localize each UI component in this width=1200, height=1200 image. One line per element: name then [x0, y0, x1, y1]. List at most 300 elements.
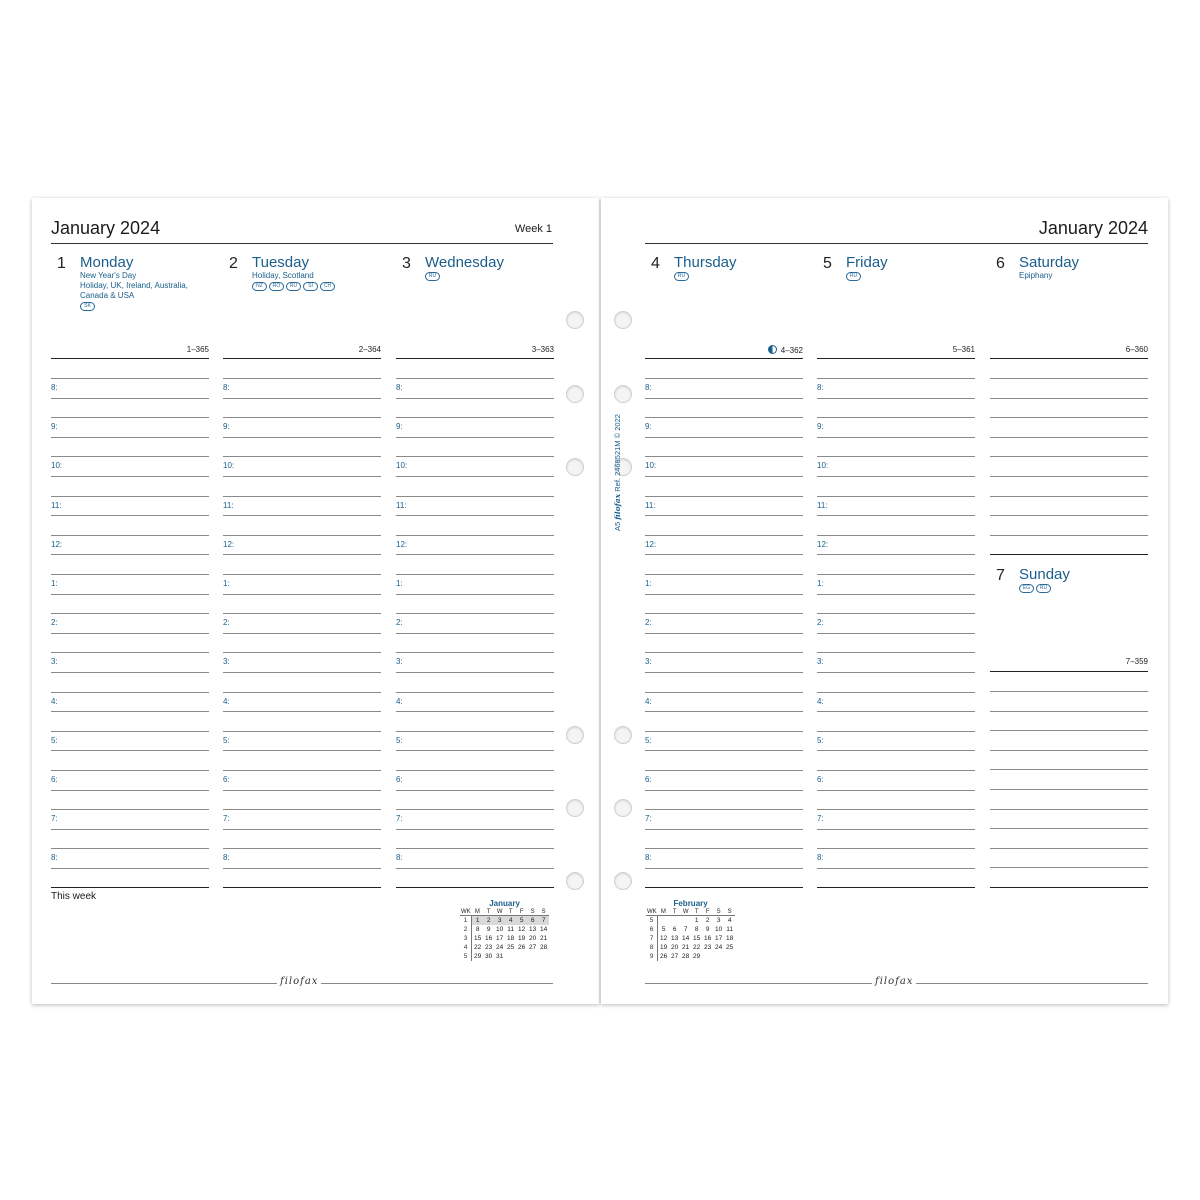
- hour-label: 2:: [817, 618, 824, 628]
- writing-line: [51, 790, 209, 791]
- mini-calendar-february: [646, 899, 735, 961]
- writing-line: [645, 770, 803, 771]
- filofax-logo: filofax: [872, 976, 916, 987]
- binder-hole: [566, 726, 584, 744]
- writing-line: [990, 456, 1148, 457]
- date-cell: [516, 952, 527, 961]
- date-cell: 26: [660, 953, 668, 960]
- writing-line: [817, 378, 975, 379]
- writing-line: [990, 730, 1148, 731]
- week-number: 3: [460, 934, 472, 943]
- page-title: January 2024: [1038, 218, 1148, 238]
- date-cell: 22: [693, 944, 701, 951]
- hour-label: 9:: [396, 422, 403, 432]
- binder-hole: [566, 872, 584, 890]
- hour-label: 8:: [51, 853, 58, 863]
- hour-label: 8:: [817, 383, 824, 392]
- writing-line: [396, 554, 554, 555]
- country-badge: SK: [80, 302, 95, 311]
- writing-line: [645, 476, 803, 477]
- writing-line: [990, 809, 1148, 810]
- writing-line: [396, 770, 554, 771]
- writing-line: [396, 456, 554, 457]
- country-badge: RU: [674, 272, 689, 281]
- hour-label: 12:: [817, 539, 829, 549]
- mini-calendar-header: T: [669, 909, 680, 916]
- writing-line: [51, 476, 209, 477]
- writing-line: [817, 750, 975, 751]
- writing-line: [51, 652, 209, 653]
- hour-label: 8:: [645, 383, 652, 392]
- writing-line: [990, 378, 1148, 379]
- writing-line: [223, 652, 381, 653]
- writing-line: [396, 417, 554, 418]
- day-column-tuesday: [223, 244, 381, 944]
- page-title: January 2024: [51, 218, 161, 238]
- writing-line: [51, 417, 209, 418]
- hour-label: 8:: [396, 853, 403, 863]
- hour-label: 4:: [817, 696, 824, 706]
- writing-line: [990, 769, 1148, 770]
- writing-line: [223, 770, 381, 771]
- mini-calendar-row: [460, 925, 549, 934]
- date-cell: 24: [496, 944, 504, 951]
- mini-calendar-january: [460, 899, 549, 961]
- writing-line: [817, 731, 975, 732]
- hour-label: 1:: [645, 579, 652, 588]
- writing-line: [223, 887, 381, 888]
- hour-label: 2:: [645, 618, 652, 628]
- hour-label: 7:: [645, 814, 652, 824]
- binder-hole: [614, 385, 632, 403]
- hour-label: 8:: [396, 383, 403, 392]
- writing-line: [990, 867, 1148, 868]
- writing-line: [223, 476, 381, 477]
- writing-line: [223, 613, 381, 614]
- writing-line: [817, 809, 975, 810]
- date-cell: [669, 916, 680, 926]
- hour-label: 6:: [396, 775, 403, 784]
- week-number: 4: [460, 943, 472, 952]
- writing-line: [645, 731, 803, 732]
- hour-label: 11:: [51, 500, 62, 510]
- date-cell: 6: [672, 926, 677, 933]
- binder-hole: [614, 311, 632, 329]
- day-number: 5: [823, 255, 832, 272]
- date-cell: 28: [540, 944, 548, 951]
- date-cell: 6: [527, 916, 538, 926]
- writing-line: [990, 398, 1148, 399]
- country-badge: RO: [269, 282, 284, 291]
- hour-label: 11:: [396, 500, 407, 510]
- writing-line: [396, 496, 554, 497]
- writing-line: [396, 613, 554, 614]
- mini-calendar-header: M: [472, 909, 484, 916]
- day-number: 7: [996, 567, 1005, 584]
- hour-label: 7:: [223, 814, 230, 824]
- writing-line: [223, 672, 381, 673]
- writing-line: [223, 417, 381, 418]
- writing-line: [396, 574, 554, 575]
- day-note: New Year's Day: [80, 271, 137, 280]
- mini-calendar-month: January: [489, 899, 520, 908]
- day-column-wednesday: [396, 244, 554, 944]
- writing-line: [51, 515, 209, 516]
- date-cell: 3: [716, 917, 721, 924]
- writing-line: [223, 848, 381, 849]
- writing-line: [990, 417, 1148, 418]
- country-badges: [80, 302, 95, 311]
- date-cell: 2: [705, 917, 710, 924]
- writing-line: [396, 731, 554, 732]
- date-cell: 22: [474, 944, 482, 951]
- mini-calendar-row: [646, 943, 735, 952]
- hour-label: 8:: [223, 383, 230, 392]
- date-cell: [724, 952, 735, 961]
- mini-calendar-header: T: [691, 909, 702, 916]
- writing-line: [990, 437, 1148, 438]
- mini-calendar-header: WK: [461, 909, 471, 915]
- country-badge: RU: [846, 272, 861, 281]
- mini-calendar-header: WK: [647, 909, 657, 915]
- writing-line: [645, 711, 803, 712]
- mini-calendar-row: [646, 925, 735, 934]
- hour-label: 8:: [51, 383, 58, 392]
- binder-hole: [614, 726, 632, 744]
- date-cell: 10: [496, 926, 504, 933]
- hour-label: 3:: [223, 657, 230, 667]
- writing-line: [817, 515, 975, 516]
- day-name: Sunday: [1019, 566, 1070, 583]
- writing-line: [223, 594, 381, 595]
- hour-label: 4:: [223, 696, 230, 706]
- hour-label: 8:: [817, 853, 824, 863]
- writing-line: [51, 868, 209, 869]
- writing-line: [817, 594, 975, 595]
- day-number: 3: [402, 255, 411, 272]
- writing-line: [817, 398, 975, 399]
- hour-label: 6:: [223, 775, 230, 784]
- date-cell: 4: [727, 917, 732, 924]
- hour-label: 1:: [396, 579, 403, 588]
- reference-number: Ref. 2468521M © 2022: [613, 414, 622, 492]
- mini-calendar-header: S: [538, 909, 549, 916]
- hour-label: 5:: [223, 735, 230, 745]
- writing-line: [817, 790, 975, 791]
- hour-label: 4:: [51, 696, 58, 706]
- mini-calendar-month: February: [673, 899, 708, 908]
- day-of-year: 1–365: [186, 345, 209, 354]
- writing-line: [645, 790, 803, 791]
- writing-line: [223, 829, 381, 830]
- mini-calendar-header: T: [505, 909, 516, 916]
- date-cell: 1: [694, 917, 699, 924]
- writing-line: [51, 554, 209, 555]
- hour-label: 3:: [51, 657, 58, 667]
- writing-line: [645, 515, 803, 516]
- writing-line: [645, 417, 803, 418]
- country-badge: EG: [1019, 584, 1034, 593]
- date-cell: 21: [682, 944, 690, 951]
- writing-line: [51, 770, 209, 771]
- date-cell: 18: [507, 935, 515, 942]
- country-badges: [252, 282, 335, 291]
- writing-line: [51, 809, 209, 810]
- writing-line: [396, 711, 554, 712]
- day-column-thursday: [645, 244, 803, 944]
- writing-line: [51, 829, 209, 830]
- week-label: Week 1: [514, 223, 552, 235]
- writing-line: [223, 515, 381, 516]
- writing-line: [645, 378, 803, 379]
- writing-line: [817, 770, 975, 771]
- binder-hole: [614, 872, 632, 890]
- date-cell: [713, 952, 724, 961]
- hour-label: 2:: [51, 618, 58, 628]
- date-cell: [658, 916, 670, 926]
- binder-hole: [614, 799, 632, 817]
- writing-line: [990, 671, 1148, 672]
- mini-calendar-row: [460, 952, 549, 961]
- writing-line: [396, 750, 554, 751]
- date-cell: 8: [475, 926, 480, 933]
- mini-calendar-header: W: [680, 909, 691, 916]
- writing-line: [223, 574, 381, 575]
- writing-line: [396, 476, 554, 477]
- date-cell: 1: [472, 916, 484, 926]
- writing-line: [645, 535, 803, 536]
- date-cell: 12: [518, 926, 526, 933]
- hour-label: 7:: [51, 814, 58, 824]
- writing-line: [396, 672, 554, 673]
- date-cell: 15: [474, 935, 482, 942]
- writing-line: [51, 613, 209, 614]
- hour-label: 9:: [223, 422, 230, 432]
- date-cell: 11: [507, 926, 515, 933]
- writing-line: [817, 476, 975, 477]
- week-number: 9: [646, 952, 658, 961]
- date-cell: 11: [726, 926, 734, 933]
- date-cell: 23: [485, 944, 493, 951]
- hour-label: 4:: [396, 696, 403, 706]
- hour-label: 11:: [817, 500, 828, 510]
- writing-line: [223, 398, 381, 399]
- writing-line: [990, 691, 1148, 692]
- date-cell: 16: [704, 935, 712, 942]
- writing-line: [990, 358, 1148, 359]
- writing-line: [990, 789, 1148, 790]
- hour-label: 3:: [396, 657, 403, 667]
- writing-line: [396, 829, 554, 830]
- hour-label: 8:: [223, 853, 230, 863]
- mini-calendar-header: M: [658, 909, 670, 916]
- hour-label: 1:: [817, 579, 824, 588]
- writing-line: [223, 692, 381, 693]
- day-of-year: 7–359: [1125, 657, 1148, 666]
- country-badge: RU: [425, 272, 440, 281]
- writing-line: [396, 887, 554, 888]
- week-number: 5: [460, 952, 472, 961]
- writing-line: [645, 809, 803, 810]
- mini-calendar-header: S: [724, 909, 735, 916]
- date-cell: 13: [529, 926, 537, 933]
- writing-line: [51, 398, 209, 399]
- date-cell: 23: [704, 944, 712, 951]
- day-of-year: [768, 345, 803, 355]
- this-week-label: This week: [51, 891, 97, 902]
- country-badges: [674, 272, 689, 281]
- writing-line: [817, 456, 975, 457]
- writing-line: [396, 535, 554, 536]
- filofax-logo: filofax: [277, 976, 321, 987]
- date-cell: 30: [485, 953, 493, 960]
- writing-line: [51, 692, 209, 693]
- writing-line: [990, 515, 1148, 516]
- writing-line: [223, 711, 381, 712]
- writing-line: [396, 515, 554, 516]
- writing-line: [51, 378, 209, 379]
- writing-line: [817, 848, 975, 849]
- date-cell: 18: [726, 935, 734, 942]
- mini-calendar-row: [460, 934, 549, 943]
- hour-label: 4:: [645, 696, 652, 706]
- country-badge: SI: [303, 282, 318, 291]
- day-note: Holiday, Scotland: [252, 271, 314, 280]
- date-cell: [702, 952, 713, 961]
- writing-line: [51, 750, 209, 751]
- day-name: Monday: [80, 254, 134, 271]
- hour-label: 1:: [51, 579, 58, 588]
- date-cell: 24: [715, 944, 723, 951]
- date-cell: [538, 952, 549, 961]
- day-note: Holiday, UK, Ireland, Australia,: [80, 281, 188, 290]
- writing-line: [51, 437, 209, 438]
- hour-label: 12:: [645, 539, 657, 549]
- writing-line: [396, 652, 554, 653]
- writing-line: [817, 554, 975, 555]
- writing-line: [990, 535, 1148, 536]
- date-cell: 27: [529, 944, 537, 951]
- writing-line: [51, 358, 209, 359]
- writing-line: [396, 594, 554, 595]
- day-number: 2: [229, 255, 238, 272]
- week-number: 5: [646, 916, 658, 926]
- hour-label: 10:: [396, 461, 408, 471]
- date-cell: 17: [496, 935, 504, 942]
- hour-label: 5:: [645, 735, 652, 745]
- hour-label: 3:: [645, 657, 652, 667]
- writing-line: [396, 692, 554, 693]
- date-cell: 5: [661, 926, 666, 933]
- writing-line: [223, 496, 381, 497]
- binder-hole: [566, 458, 584, 476]
- writing-line: [645, 554, 803, 555]
- writing-line: [396, 868, 554, 869]
- writing-line: [645, 829, 803, 830]
- hour-label: 5:: [817, 735, 824, 745]
- day-name: Wednesday: [425, 254, 504, 271]
- paper-size: A5: [613, 521, 622, 531]
- writing-line: [817, 496, 975, 497]
- hour-label: 6:: [817, 775, 824, 784]
- mini-calendar-row: [460, 943, 549, 952]
- country-badge: RU: [1036, 584, 1051, 593]
- day-note: Canada & USA: [80, 291, 135, 300]
- hour-label: 6:: [51, 775, 58, 784]
- hour-label: 2:: [223, 618, 230, 628]
- mini-calendar-row: [646, 952, 735, 961]
- day-name: Friday: [846, 254, 888, 271]
- country-badge: RU: [286, 282, 301, 291]
- hour-label: 11:: [223, 500, 234, 510]
- hour-label: 7:: [396, 814, 403, 824]
- writing-line: [51, 672, 209, 673]
- week-number: 1: [460, 916, 472, 926]
- writing-line: [990, 476, 1148, 477]
- filofax-logo: filofax: [613, 493, 622, 520]
- writing-line: [817, 633, 975, 634]
- week-number: 6: [646, 925, 658, 934]
- day-of-year-value: 4–362: [780, 346, 803, 355]
- writing-line: [223, 456, 381, 457]
- writing-line: [223, 750, 381, 751]
- date-cell: 17: [715, 935, 723, 942]
- hour-label: 9:: [51, 422, 58, 432]
- writing-line: [51, 633, 209, 634]
- writing-line: [645, 456, 803, 457]
- writing-line: [990, 887, 1148, 888]
- writing-line: [645, 496, 803, 497]
- day-note: Epiphany: [1019, 271, 1053, 280]
- date-cell: 19: [660, 944, 668, 951]
- hour-label: 8:: [645, 853, 652, 863]
- hour-label: 7:: [817, 814, 824, 824]
- left-page: [32, 198, 599, 1004]
- writing-line: [817, 652, 975, 653]
- writing-line: [396, 398, 554, 399]
- writing-line: [645, 887, 803, 888]
- date-cell: 28: [682, 953, 690, 960]
- writing-line: [645, 358, 803, 359]
- writing-line: [817, 887, 975, 888]
- writing-line: [990, 554, 1148, 555]
- writing-line: [645, 868, 803, 869]
- date-cell: 7: [538, 916, 549, 926]
- date-cell: [505, 952, 516, 961]
- date-cell: 4: [505, 916, 516, 926]
- binder-hole: [566, 799, 584, 817]
- writing-line: [645, 633, 803, 634]
- writing-line: [817, 829, 975, 830]
- hour-label: 5:: [51, 735, 58, 745]
- writing-line: [396, 633, 554, 634]
- mini-calendar-row: [460, 916, 549, 926]
- mini-calendar-row: [646, 934, 735, 943]
- date-cell: 15: [693, 935, 701, 942]
- date-cell: 14: [540, 926, 548, 933]
- hour-label: 12:: [51, 539, 63, 549]
- writing-line: [990, 848, 1148, 849]
- date-cell: 8: [694, 926, 699, 933]
- date-cell: 20: [671, 944, 679, 951]
- date-cell: 2: [483, 916, 494, 926]
- week-number: 7: [646, 934, 658, 943]
- writing-line: [817, 613, 975, 614]
- writing-line: [817, 417, 975, 418]
- writing-line: [223, 358, 381, 359]
- date-cell: 25: [507, 944, 515, 951]
- writing-line: [396, 358, 554, 359]
